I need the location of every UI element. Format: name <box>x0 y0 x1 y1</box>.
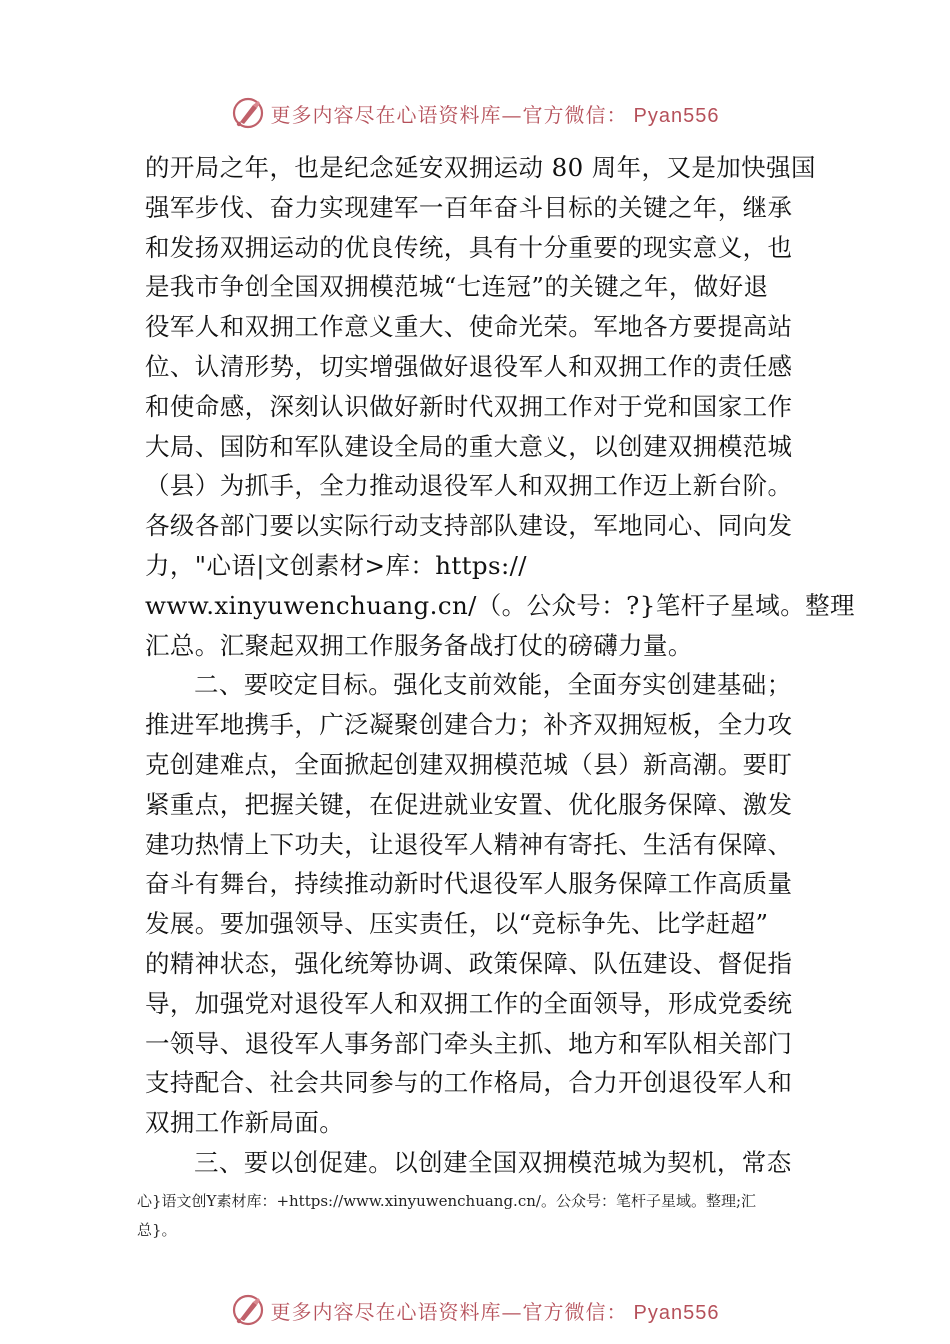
header-banner-text: 更多内容尽在心语资料库—官方微信： Pyan556 <box>270 102 720 127</box>
text-line: 的精神状态，强化统筹协调、政策保障、队伍建设、督促指 <box>145 948 793 978</box>
text-line: 是我市争创全国双拥模范城“七连冠”的关键之年，做好退 <box>145 272 769 302</box>
text-line: 和使命感，深刻认识做好新时代双拥工作对于党和国家工作 <box>145 391 793 421</box>
text-line: 克创建难点，全面掀起创建双拥模范城（县）新高潮。要盯 <box>145 749 793 779</box>
text-line: 的开局之年，也是纪念延安双拥运动 80 周年，又是加快强国 <box>145 153 816 182</box>
footnote-line: 心}语文创Y素材库：+https://www.xinyuwenchuang.cn/。公众号：笔杆子星域。整理;汇 <box>137 1192 756 1210</box>
text-line: 各级各部门要以实际行动支持部队建设，军地同心、同向发 <box>145 511 793 541</box>
document-body <box>145 148 855 1183</box>
text-line: 支持配合、社会共同参与的工作格局，合力开创退役军人和 <box>145 1068 793 1098</box>
text-line: 役军人和双拥工作意义重大、使命光荣。军地各方要提高站 <box>145 312 793 342</box>
text-line: 奋斗有舞台，持续推动新时代退役军人服务保障工作高质量 <box>145 869 793 899</box>
pen-nib-logo-icon <box>231 96 265 130</box>
footer-banner-text: 更多内容尽在心语资料库—官方微信： Pyan556 <box>270 1299 720 1324</box>
text-line: 强军步伐、奋力实现建军一百年奋斗目标的关键之年，继承 <box>145 192 793 222</box>
text-line: 汇总。汇聚起双拥工作服务备战打仗的磅礴力量。 <box>145 630 693 660</box>
pen-nib-logo-icon <box>231 1293 265 1327</box>
text-line: 紧重点，把握关键，在促进就业安置、优化服务保障、激发 <box>145 789 793 819</box>
text-line: 发展。要加强领导、压实责任，以“竞标争先、比学赶超” <box>145 909 769 939</box>
text-line: 导，加强党对退役军人和双拥工作的全面领导，形成党委统 <box>145 988 793 1018</box>
text-line: www.xinyuwenchuang.cn/（。公众号：?}笔杆子星域。整理 <box>145 590 855 620</box>
text-line: 双拥工作新局面。 <box>145 1108 345 1138</box>
wechat-id: Pyan556 <box>633 104 720 127</box>
text-line: 推进军地携手，广泛凝聚创建合力；补齐双拥短板，全力攻 <box>145 710 793 740</box>
text-line: 位、认清形势，切实增强做好退役军人和双拥工作的责任感 <box>145 351 793 381</box>
text-line: 建功热情上下功夫，让退役军人精神有寄托、生活有保障、 <box>145 829 793 859</box>
footnote-line: 总}。 <box>137 1221 177 1239</box>
section-two-heading-line: 二、要咬定目标。强化支前效能，全面夯实创建基础； <box>194 670 792 700</box>
footer-banner <box>0 1290 950 1330</box>
text-line: 一领导、退役军人事务部门牵头主抓、地方和军队相关部门 <box>145 1028 793 1058</box>
wechat-id: Pyan556 <box>633 1301 720 1324</box>
header-banner <box>0 93 950 133</box>
text-line: 和发扬双拥运动的优良传统，具有十分重要的现实意义，也 <box>145 232 793 262</box>
section-three-heading-line: 三、要以创促建。以创建全国双拥模范城为契机，常态 <box>194 1147 792 1177</box>
text-line: 力，"心语|文创素材>库：https:// <box>145 550 527 580</box>
text-line: 大局、国防和军队建设全局的重大意义，以创建双拥模范城 <box>145 431 793 461</box>
text-line: （县）为抓手，全力推动退役军人和双拥工作迈上新台阶。 <box>145 471 793 501</box>
footnote <box>137 1187 837 1245</box>
